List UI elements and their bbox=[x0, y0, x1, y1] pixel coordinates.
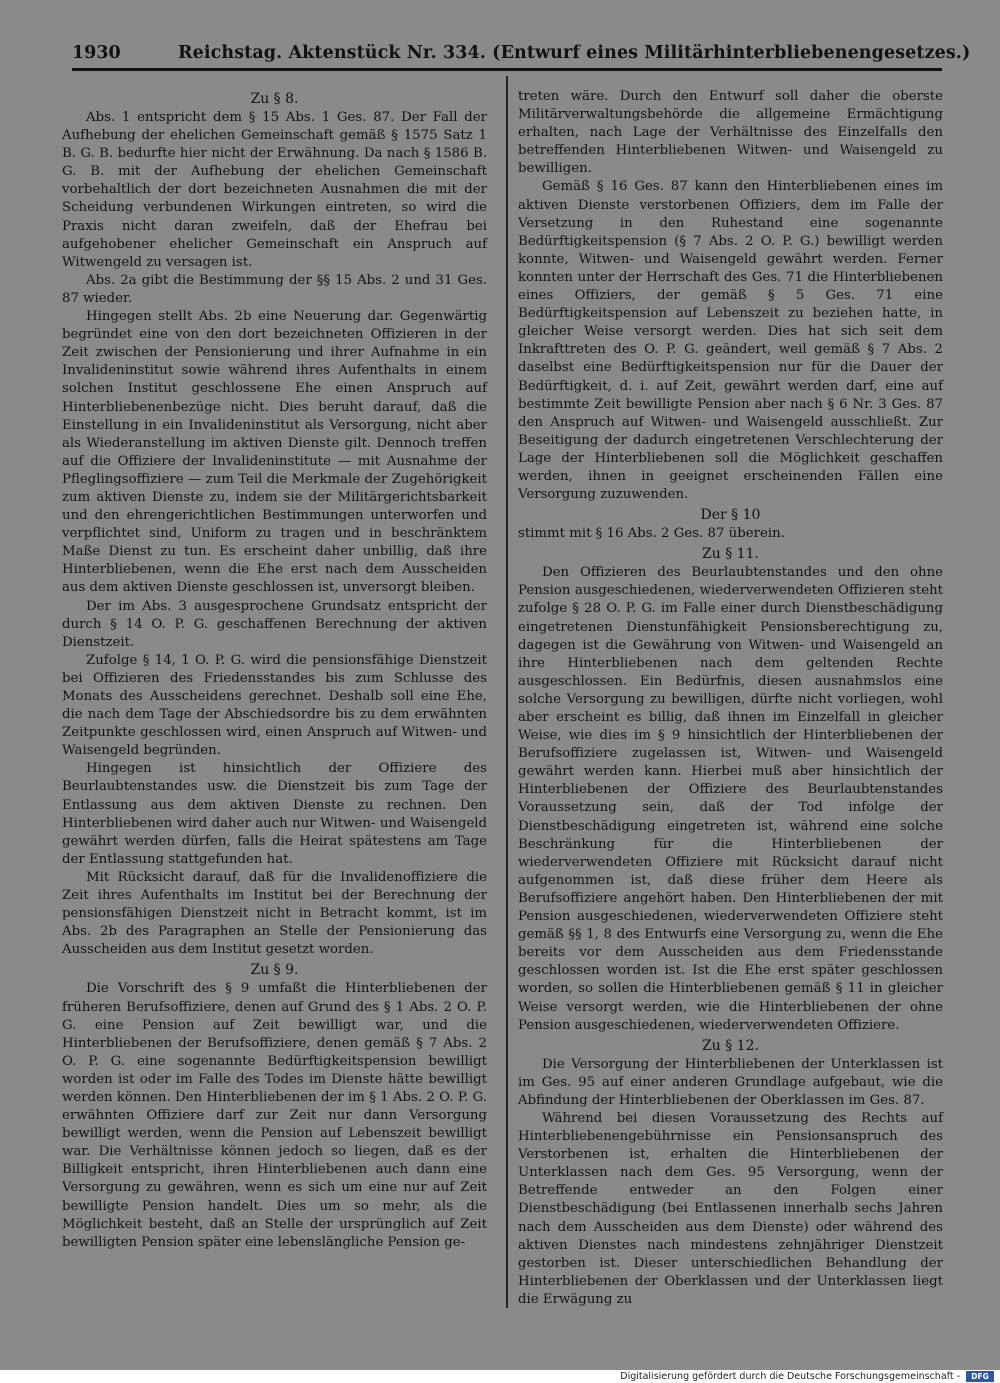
page-header bbox=[72, 38, 971, 68]
header-rule bbox=[72, 68, 942, 71]
paragraph: Die Versorgung der Hinterbliebenen der Unterklassen ist im Ges. 95 auf einer anderen Grundlage aufgebaut, wie die Abfindung der Hinterbliebenen der Oberklassen im Ges. 87. bbox=[518, 1056, 943, 1108]
paragraph: Zufolge § 14, 1 O. P. G. wird die pensionsfähige Dienstzeit bei Offizieren des Friedensstandes bis zum Schlusse des Monats des Ausscheidens gerechnet. Deshalb soll eine Ehe, die nach dem Tage der Abschiedsordre bis zu dem erwähnten Zeitpunkte geschlossen wird, einen Anspruch auf Witwen- und Waisengeld begründen. bbox=[62, 652, 487, 759]
paragraph: Die Vorschrift des § 9 umfaßt die Hinterbliebenen der früheren Berufsoffiziere, denen auf Grund des § 1 Abs. 2 O. P. G. eine Pension auf Zeit bewilligt war, und die Hinterbliebenen der Berufsoffiziere, denen gemäß § 7 Abs. 2 O. P. G. eine sogenannte Bedürftigkeitspension bewilligt worden ist oder im Falle des Todes im Dienste hätte bewilligt werden können. Den Hinterbliebenen der im § 1 Abs. 2 O. P. G. erwähnten Offiziere darf zur Zeit nur dann Versorgung bewilligt werden, wenn die Pension auf Lebenszeit bewilligt war. Die Verhältnisse können jedoch so liegen, daß es der Billigkeit entspricht, ihren Hinterbliebenen auch dann eine Versorgung zu gewähren, wenn es sich um eine nur auf Zeit bewilligte Pension handelt. Dies um so mehr, als die Möglichkeit besteht, daß an Stelle der ursprünglich auf Zeit bewilligten Pension später eine lebenslängliche Pension ge- bbox=[62, 981, 487, 1250]
page-footer bbox=[0, 1370, 1000, 1383]
paragraph: Gemäß § 16 Ges. 87 kann den Hinterbliebenen eines im aktiven Dienste verstorbenen Offiziers, dem im Falle der Versetzung in den Ruhestand eine sogenannte Bedürftigkeitspension (§ 7 Abs. 2 O. P. G.) bewilligt werden konnte, Witwen- und Waisengeld gewährt werden. Ferner konnten unter der Herrschaft des Ges. 71 die Hinterbliebenen eines Offiziers, der gemäß § 5 Ges. 71 eine Bedürftigkeitspension auf Lebenszeit zu beziehen hatte, in gleicher Weise versorgt werden. Dies hat sich seit dem Inkrafttreten des O. P. G. geändert, weil gemäß § 7 Abs. 2 daselbst eine Bedürftigkeitspension nur für die Dauer der Bedürftigkeit, d. i. auf Zeit, gewährt werden darf, eine auf bestimmte Zeit bewilligte Pension aber nach § 6 Nr. 3 Ges. 87 den Anspruch auf Witwen- und Waisengeld ausschließt. Zur Beseitigung der dadurch eingetretenen Verschlechterung der Lage der Hinterbliebenen soll die Möglichkeit geschaffen werden, ihnen in geeignet erscheinenden Fällen eine Versorgung zuzuwenden. bbox=[518, 179, 943, 503]
section-heading: Zu § 11. bbox=[702, 546, 759, 563]
section-heading: Der § 10 bbox=[700, 507, 761, 524]
paragraph: Hingegen ist hinsichtlich der Offiziere des Beurlaubtenstandes usw. die Dienstzeit bis zum Tage der Entlassung aus dem aktiven Dienste zu rechnen. Den Hinterbliebenen wird daher auch nur Witwen- und Waisengeld gewährt werden dürfen, falls die Heirat spätestens am Tage der Entlassung stattgefunden hat. bbox=[62, 761, 487, 867]
section-heading: Zu § 8. bbox=[250, 91, 299, 107]
paragraph: Mit Rücksicht darauf, daß für die Invalidenoffiziere die Zeit ihres Aufenthalts im Institut bei der Berechnung der pensionsfähigen Dienstzeit nicht in Betracht kommt, ist im Abs. 2b des Paragraphen an Stelle der Pensionierung das Ausscheiden aus dem Institut gesetzt worden. bbox=[62, 869, 487, 958]
paragraph: Abs. 2a gibt die Bestimmung der §§ 15 Abs. 2 und 31 Ges. 87 wieder. bbox=[62, 272, 487, 306]
section-heading: Zu § 12. bbox=[702, 1037, 759, 1054]
paragraph: Der im Abs. 3 ausgesprochene Grundsatz entspricht der durch § 14 O. P. G. geschaffenen Berechnung der aktiven Dienstzeit. bbox=[62, 598, 487, 650]
section-heading: Zu § 9. bbox=[250, 962, 299, 979]
paragraph: treten wäre. Durch den Entwurf soll daher die oberste Militärverwaltungsbehörde die allgemeine Ermächtigung erhalten, nach Lage der Verhältnisse des Einzelfalls den betreffenden Hinterbliebenen Witwen- und Waisengeld zu bewilligen. bbox=[518, 89, 943, 177]
paragraph: Abs. 1 entspricht dem § 15 Abs. 1 Ges. 87. Der Fall der Aufhebung der ehelichen Gemeinschaft gemäß § 1575 Satz 1 B. G. B. bedurfte hier nicht der Erwähnung. Da nach § 1586 B. G. B. mit der Aufhebung der ehelichen Gemeinschaft vorbehaltlich der dort bezeichneten Ausnahmen die mit der Scheidung verbundenen Wirkungen eintreten, so wird die Praxis nicht daran zweifeln, daß der Ehefrau bei aufgehobener ehelicher Gemeinschaft ein Anspruch auf Witwengeld zu versagen ist. bbox=[62, 110, 487, 270]
running-head: Reichstag. Aktenstück Nr. 334. (Entwurf eines Militärhinterbliebenengesetzes.) bbox=[178, 43, 971, 63]
paragraph: Hingegen stellt Abs. 2b eine Neuerung dar. Gegenwärtig begründet eine von den dort bezeichneten Offizieren in der Zeit zwischen der Pensionierung und ihrer Aufnahme in ein Invalideninstitut sowie während ihres Aufenthalts in einem solchen Institut geschlossene Ehe einen Anspruch auf Hinterbliebenenbezüge nicht. Dies beruht darauf, daß die Einstellung in ein Invalideninstitut als Versorgung, nicht aber als Wiederanstellung im aktiven Dienste gilt. Dennoch treffen auf die Offiziere der Invalideninstitute — mit Ausnahme der Pfleglingsoffiziere — zum Teil die Merkmale der Zugehörigkeit zum aktiven Dienste zu, indem sie der Militärgerichtsbarkeit und den ehrengerichtlichen Bestimmungen unterworfen und verpflichtet sind, Uniform zu tragen und in beschränktem Maße Dienst zu tun. Es erscheint daher unbillig, daß ihre Hinterbliebenen, wenn die Ehe erst nach dem Ausscheiden aus dem aktiven Dienste geschlossen ist, unversorgt bleiben. bbox=[62, 309, 487, 596]
page-number: 1930 bbox=[72, 43, 121, 63]
left-column bbox=[62, 88, 487, 1252]
paragraph: Während bei diesen Voraussetzung des Rechts auf Hinterbliebenengebührnisse ein Pensionsanspruch des Verstorbenen ist, erhalten die Hinterbliebenen der Unterklassen nach dem Ges. 95 Versorgung, wenn der Betreffende entweder an den Folgen einer Dienstbeschädigung (bei Entlassenen innerhalb sechs Jahren nach dem Ausscheiden aus dem Dienste) oder während des aktiven Dienstes nach mindestens zehnjähriger Dienstzeit gestorben ist. Dieser unterschiedlichen Behandlung der Hinterbliebenen der Oberklassen und der Unterklassen liegt die Erwägung zu bbox=[518, 1110, 943, 1307]
dfg-logo: DFG bbox=[966, 1371, 994, 1382]
column-divider bbox=[506, 76, 508, 1308]
paragraph: stimmt mit § 16 Abs. 2 Ges. 87 überein. bbox=[518, 526, 785, 542]
right-column bbox=[518, 88, 943, 1309]
paragraph: Den Offizieren des Beurlaubtenstandes und den ohne Pension ausgeschiedenen, wiederverwendeten Offizieren steht zufolge § 28 O. P. G. im Falle einer durch Dienstbeschädigung eingetretenen Dienstunfähigkeit Pensionsberechtigung zu, dagegen ist die Gewährung von Witwen- und Waisengeld an ihre Hinterbliebenen nach dem geltenden Rechte ausgeschlossen. Ein Bedürfnis, diesen ausnahmslos eine solche Versorgung zu bewilligen, dürfte nicht vorliegen, wohl aber erscheint es billig, daß ihnen im Einzelfall in gleicher Weise, wie dies im § 9 hinsichtlich der Hinterbliebenen der Berufsoffiziere zugelassen ist, Witwen- und Waisengeld gewährt werden kann. Hierbei muß aber hinsichtlich der Hinterbliebenen der Offiziere des Beurlaubtenstandes Voraussetzung sein, daß der Tod infolge der Dienstbeschädigung eingetreten ist, während eine solche Beschränkung für die Hinterbliebenen der wiederverwendeten Offiziere mit Rücksicht darauf nicht aufgenommen ist, daß diese früher dem Heere als Berufsoffiziere angehört haben. Den Hinterbliebenen der mit Pension ausgeschiedenen, wiederverwendeten Offiziere steht gemäß §§ 1, 8 des Entwurfs eine Versorgung zu, wenn die Ehe bereits vor dem Ausscheiden aus dem Friedensstande geschlossen worden ist. Ist die Ehe erst später geschlossen worden, so sollen die Hinterbliebenen gemäß § 11 in gleicher Weise versorgt werden, wie die Hinterbliebenen der ohne Pension ausgeschiedenen, wiederverwendeten Offiziere. bbox=[518, 565, 943, 1033]
funding-credit: Digitalisierung gefördert durch die Deutsche Forschungsgemeinschaft - bbox=[620, 1371, 960, 1382]
